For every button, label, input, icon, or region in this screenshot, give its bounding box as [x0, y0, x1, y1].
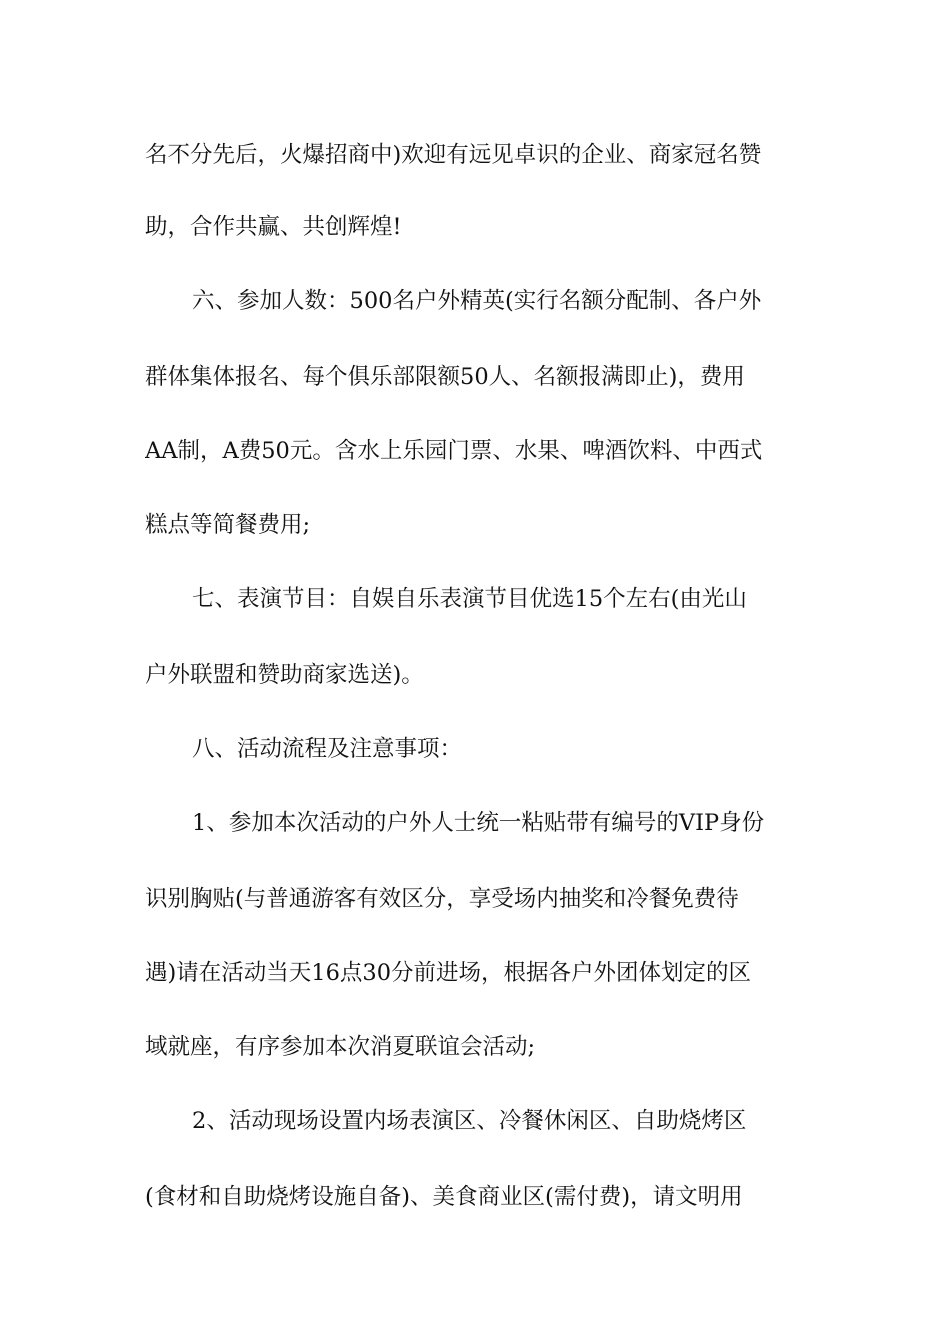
text-line: 助，合作共赢、共创辉煌! [145, 214, 402, 240]
text-line: 名不分先后，火爆招商中)欢迎有远见卓识的企业、商家冠名赞 [145, 142, 762, 168]
text-line: 识别胸贴(与普通游客有效区分，享受场内抽奖和冷餐免费待 [145, 886, 739, 912]
text-line: AA制，A费50元。含水上乐园门票、水果、啤酒饮料、中西式 [145, 438, 763, 464]
text-line: 1、参加本次活动的户外人士统一粘贴带有编号的VIP身份 [192, 810, 765, 836]
text-line: 户外联盟和赞助商家选送)。 [145, 662, 424, 688]
text-line: 八、活动流程及注意事项： [192, 736, 463, 762]
text-line: (食材和自助烧烤设施自备)、美食商业区(需付费)，请文明用 [145, 1184, 743, 1210]
text-line: 域就座，有序参加本次消夏联谊会活动; [145, 1034, 536, 1060]
text-line: 七、表演节目：自娱自乐表演节目优选15个左右(由光山 [192, 586, 747, 612]
text-line: 六、参加人数：500名户外精英(实行名额分配制、各户外 [192, 288, 762, 314]
text-line: 2、活动现场设置内场表演区、冷餐休闲区、自助烧烤区 [192, 1108, 747, 1134]
text-line: 遇)请在活动当天16点30分前进场，根据各户外团体划定的区 [145, 960, 752, 986]
text-line: 糕点等简餐费用; [145, 512, 311, 538]
text-line: 群体集体报名、每个俱乐部限额50人、名额报满即止)，费用 [145, 364, 745, 390]
